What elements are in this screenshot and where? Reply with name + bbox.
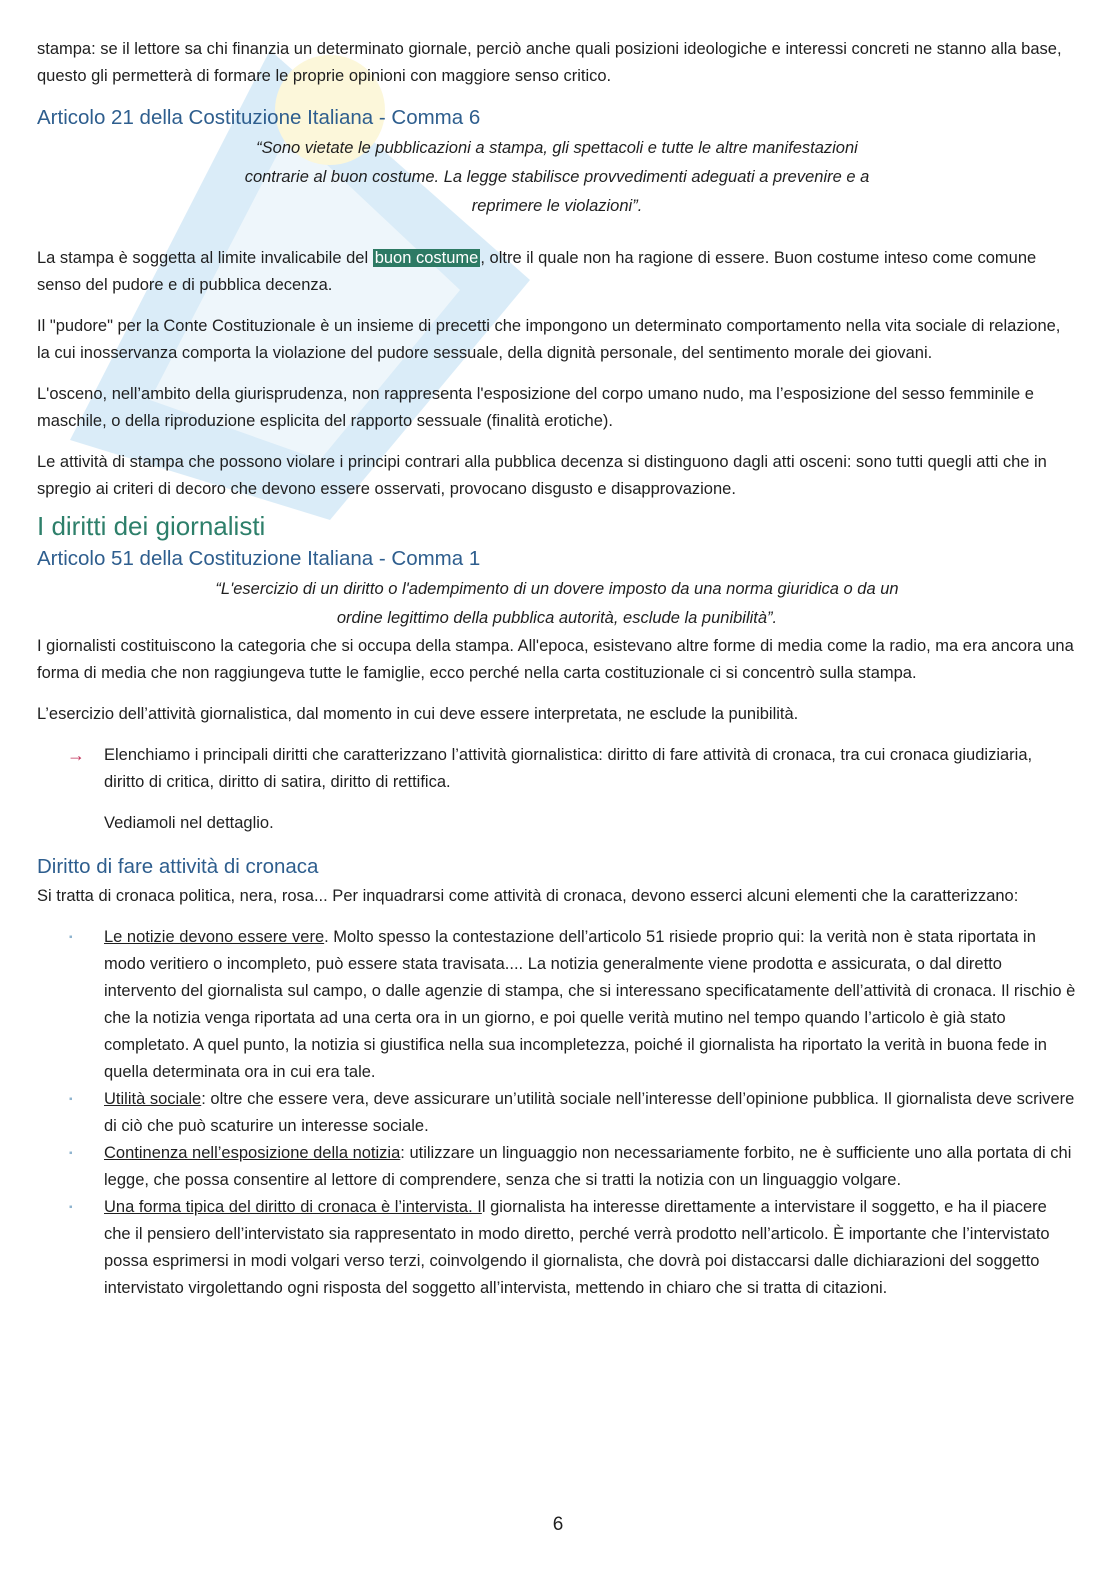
quote-articolo-51: “L'esercizio di un diritto o l'adempimento di un dovere imposto da una norma giuridica o da un ordine legittimo della pubblica autorità, esclude la punibilità”. (215, 580, 899, 627)
list-item-text (104, 1194, 1077, 1302)
intro-paragraph: stampa: se il lettore sa chi finanzia un determinato giornale, perciò anche quali posizioni ideologiche e interessi concreti ne stanno alla base, questo gli permetterà di formare le proprie opinioni con maggiore senso critico. (37, 40, 1062, 85)
list-item (37, 924, 1077, 1086)
paragraph-buon-costume (37, 245, 1077, 299)
text-part: l giornalista ha interesse direttamente a intervistare il soggetto, e ha il piacere che il pensiero dell’intervistato sia rappresentato in modo diretto, perché verrà prodotto nell’articolo. È importante che l’intervistato possa esprimersi in modi volgari verso terzi, coinvolgendo il giornalista, che dovrà poi distaccarsi dalle dichiarazioni del soggetto intervistato virgolettando ogni risposta del soggetto all’intervista, mettendo in chiaro che si tratta di citazioni. (104, 1198, 1050, 1297)
heading-diritto-cronaca: Diritto di fare attività di cronaca (37, 855, 319, 878)
underlined-term: Utilità sociale (104, 1090, 202, 1108)
highlighted-term: buon costume (374, 249, 479, 267)
heading-diritti-giornalisti: I diritti dei giornalisti (37, 511, 266, 541)
paragraph-giornalisti: I giornalisti costituiscono la categoria che si occupa della stampa. All'epoca, esistevano altre forme di media come la radio, ma era ancora una forma di media che non raggiungeva tutte le famiglie, ecco perché nella carta costituzionale ci si concentrò sulla stampa. (37, 637, 1074, 682)
bullet-square-icon: ▪ (69, 1094, 73, 1105)
paragraph-attivita: Le attività di stampa che possono violare i principi contrari alla pubblica decenza si distinguono dagli atti osceni: sono tutti quegli atti che in spregio ai criteri di decoro che devono essere osservati, provocano disgusto e disapprovazione. (37, 453, 1047, 498)
underlined-term: Le notizie devono essere vere (104, 928, 325, 946)
list-item (37, 1140, 1077, 1194)
paragraph-esercizio: L’esercizio dell’attività giornalistica, dal momento in cui deve essere interpretata, ne esclude la punibilità. (37, 705, 799, 723)
document-page (37, 36, 1077, 1302)
paragraph-pudore: Il "pudore" per la Conte Costituzionale è un insieme di precetti che impongono un determinato comportamento nella vita sociale di relazione, la cui inosservanza comporta la violazione del pudore sessuale, della dignità personale, del sentimento morale dei giovani. (37, 317, 1061, 362)
text-part: : oltre che essere vera, deve assicurare un’utilità sociale nell’interesse dell’opinione pubblica. Il giornalista deve scrivere di ciò che può scaturire un interesse sociale. (104, 1090, 1075, 1135)
text-part: , oltre il quale non ha ragione di essere. Buon costume inteso come comune senso del pudore e di pubblica decenza. (37, 249, 1037, 294)
bullet-square-icon: ▪ (69, 1148, 73, 1159)
arrow-right-icon: → (67, 745, 85, 765)
list-item-text (104, 924, 1077, 1086)
text-part: : utilizzare un linguaggio non necessariamente forbito, ne è sufficiente uno alla portata di chi legge, che possa consentire al lettore di comprendere, senza che si tratti la notizia con un linguaggio volgare. (104, 1144, 1072, 1189)
paragraph-cronaca: Si tratta di cronaca politica, nera, rosa... Per inquadrarsi come attività di cronaca, devono esserci alcuni elementi che la caratterizzano: (37, 887, 1019, 905)
list-item-text (104, 1140, 1077, 1194)
list-item (37, 1194, 1077, 1302)
heading-articolo-51: Articolo 51 della Costituzione Italiana - Comma 1 (37, 547, 481, 570)
quote-articolo-21: “Sono vietate le pubblicazioni a stampa, gli spettacoli e tutte le altre manifestazioni contrarie al buon costume. La legge stabilisce provvedimenti adeguati a prevenire e a reprimere le violazioni”. (244, 139, 870, 215)
bullet-list (37, 924, 1077, 1302)
paragraph-vediamoli: Vediamoli nel dettaglio. (104, 814, 274, 832)
underlined-term: Continenza nell’esposizione della notizia (104, 1144, 401, 1162)
list-item-text (104, 1086, 1077, 1140)
heading-articolo-21: Articolo 21 della Costituzione Italiana - Comma 6 (37, 106, 481, 129)
underlined-term: Una forma tipica del diritto di cronaca è l’intervista. I (104, 1198, 482, 1216)
text-part: La stampa è soggetta al limite invalicabile del (37, 249, 373, 267)
paragraph-osceno: L'osceno, nell’ambito della giurisprudenza, non rappresenta l'esposizione del corpo umano nudo, ma l’esposizione del sesso femminile e maschile, o della riproduzione esplicita del rapporto sessuale (finalità erotiche). (37, 385, 1034, 430)
paragraph-elenco: Elenchiamo i principali diritti che caratterizzano l’attività giornalistica: diritto di fare attività di cronaca, tra cui cronaca giudiziaria, diritto di critica, diritto di satira, diritto di rettifica. (104, 746, 1033, 791)
bullet-square-icon: ▪ (69, 932, 73, 943)
page-number: 6 (552, 1514, 564, 1535)
arrow-list-item (67, 742, 1077, 796)
list-item (37, 1086, 1077, 1140)
text-part: . Molto spesso la contestazione dell’articolo 51 risiede proprio qui: la verità non è stata riportata in modo veritiero o incompleto, può essere stata travisata.... La notizia generalmente viene prodotta e assicurata, o dal diretto intervento del giornalista sul campo, o dalle agenzie di stampa, che si interessano specificatamente dell’attività di cronaca. Il rischio è che la notizia venga riportata ad una certa ora in un giorno, e poi quelle verità mutino nel tempo quando l’articolo è già stato completato. A quel punto, la notizia si giustifica nella sua incompletezza, poiché il giornalista ha riportato la verità in buona fede in quella determinata ora in cui era tale. (104, 928, 1076, 1081)
bullet-square-icon: ▪ (69, 1202, 73, 1213)
